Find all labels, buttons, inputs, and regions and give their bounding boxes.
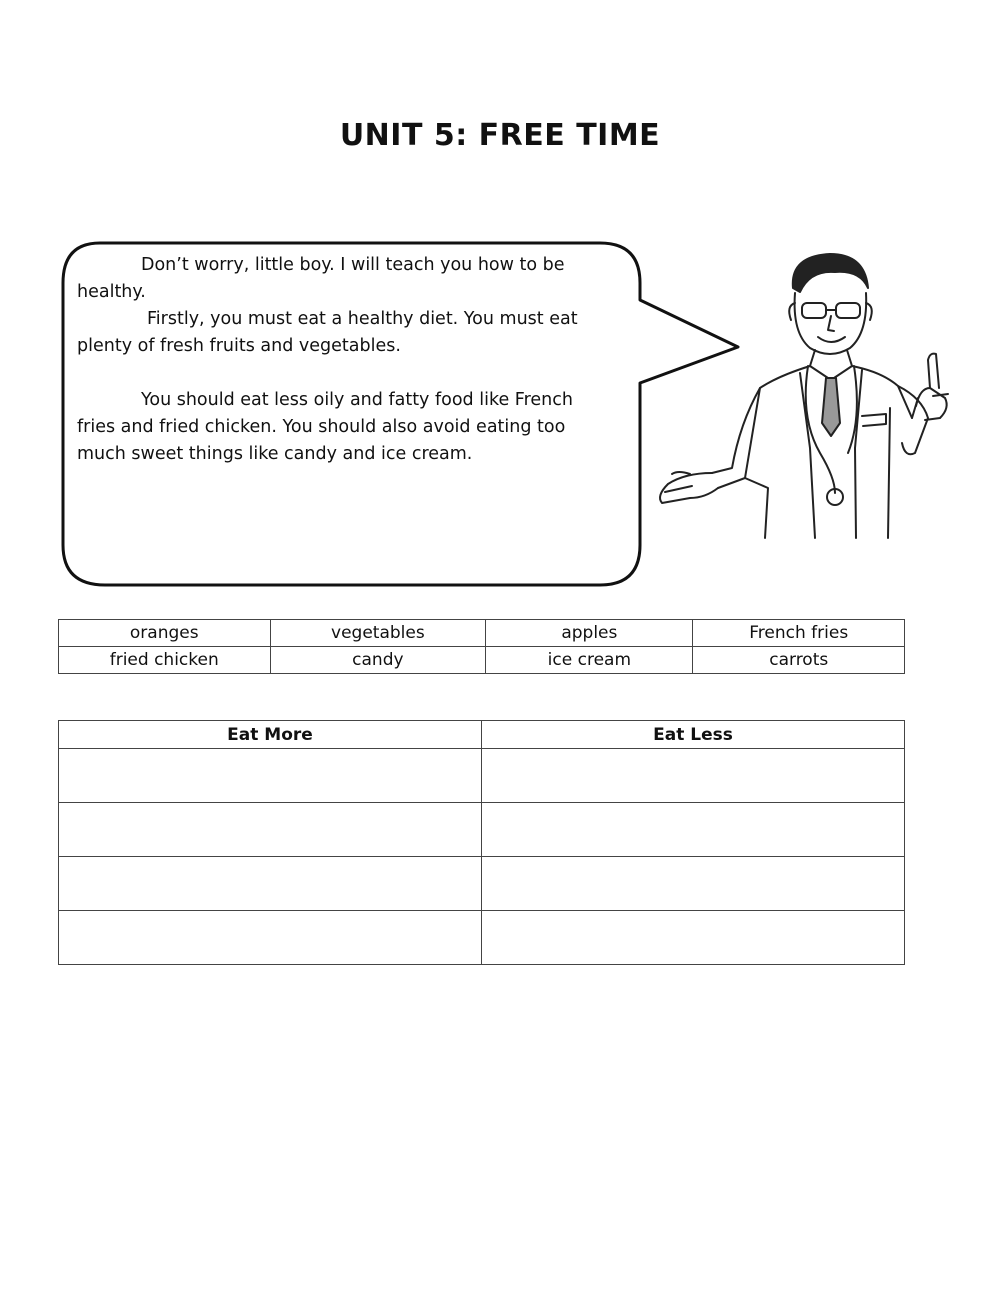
- speech-line: much sweet things like candy and ice cream.: [77, 444, 473, 464]
- speech-text: [77, 252, 617, 468]
- word-cell: French fries: [693, 620, 905, 647]
- eat-less-answer-cell[interactable]: [482, 749, 905, 803]
- doctor-illustration: [650, 248, 960, 543]
- eat-more-header: Eat More: [59, 721, 482, 749]
- word-cell: ice cream: [486, 647, 693, 674]
- word-bank-table: [58, 619, 905, 674]
- speech-line: Don’t worry, little boy. I will teach you how to be: [141, 255, 565, 275]
- eat-more-answer-cell[interactable]: [59, 911, 482, 965]
- eat-more-answer-cell[interactable]: [59, 749, 482, 803]
- word-cell: carrots: [693, 647, 905, 674]
- speech-line: Firstly, you must eat a healthy diet. You must eat: [147, 309, 578, 329]
- table-row: [59, 803, 905, 857]
- word-cell: candy: [270, 647, 486, 674]
- speech-line: plenty of fresh fruits and vegetables.: [77, 336, 401, 356]
- page-title: UNIT 5: FREE TIME: [339, 118, 661, 153]
- word-cell: apples: [486, 620, 693, 647]
- speech-line: You should eat less oily and fatty food like French: [141, 390, 573, 410]
- speech-line: healthy.: [77, 282, 146, 302]
- eat-more-answer-cell[interactable]: [59, 857, 482, 911]
- speech-line: fries and fried chicken. You should also avoid eating too: [77, 417, 566, 437]
- table-row: [59, 911, 905, 965]
- eat-more-answer-cell[interactable]: [59, 803, 482, 857]
- word-cell: vegetables: [270, 620, 486, 647]
- eat-less-answer-cell[interactable]: [482, 803, 905, 857]
- table-row: [59, 620, 905, 647]
- word-cell: oranges: [59, 620, 271, 647]
- eat-less-header: Eat Less: [482, 721, 905, 749]
- eat-less-answer-cell[interactable]: [482, 857, 905, 911]
- table-row: [59, 857, 905, 911]
- table-header-row: [59, 721, 905, 749]
- eat-less-answer-cell[interactable]: [482, 911, 905, 965]
- table-row: [59, 647, 905, 674]
- eat-more-less-table: [58, 720, 905, 965]
- word-cell: fried chicken: [59, 647, 271, 674]
- table-row: [59, 749, 905, 803]
